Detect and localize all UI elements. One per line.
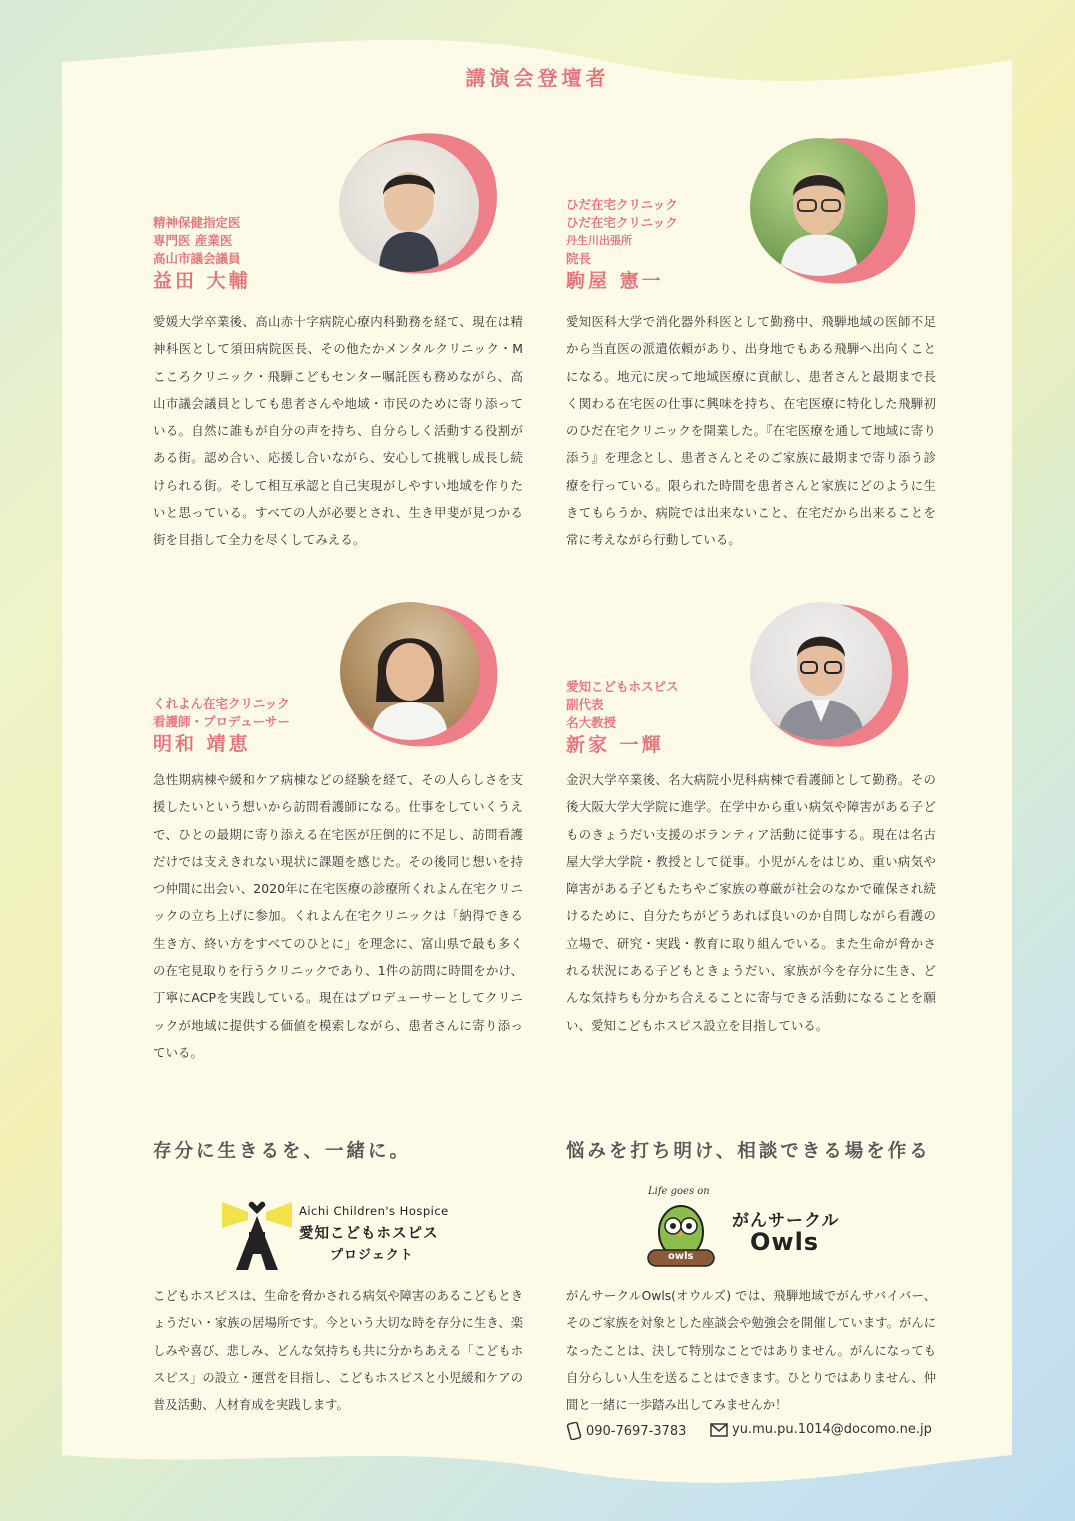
speaker-2-creds: ひだ在宅クリニック ひだ在宅クリニック 丹生川出張所 院長 — [566, 197, 678, 266]
speaker-4-name: 新家 一輝 — [566, 734, 664, 756]
phone-icon — [566, 1422, 582, 1440]
speaker-2-bio: 愛知医科大学で消化器外科医として勤務中、飛騨地域の医師不足から当直医の派遣依頼があり、出身地でもある飛騨へ出向くことになる。地元に戻って地域医療に貢献し、患者さんと最期まで長く関わる在宅医の仕事に興味を持ち、在宅医療に特化した飛騨初のひだ在宅クリニックを開業した。『在宅医療を通して地域に寄り添う』を理念とし、患者さんとそのご家族に最期まで寄り添う診療を行っている。限られた時間を患者さんと家族にどのように生きてもらうか、病院では出来ないこと、在宅だから出来ることを常に考えながら行動している。 — [566, 314, 936, 548]
email-address: yu.mu.pu.1014@docomo.ne.jp — [732, 1422, 932, 1437]
logo-en: Aichi Children's Hospice — [299, 1204, 449, 1218]
speaker-2-name: 駒屋 憲一 — [566, 270, 664, 292]
logo-jp2: プロジェクト — [330, 1248, 414, 1263]
speaker-1-bio: 愛媛大学卒業後、高山赤十字病院心療内科勤務を経て、現在は精神科医として須田病院医長、その他たかメンタルクリニック・Mこころクリニック・飛騨こどもセンター嘱託医も務めながら、高山市議会議員としても患者さんや地域・市民のために寄り添っている。自然に誰もが自分の声を持ち、自分らしく活動する役割がある街。認め合い、応援し合いながら、安心して挑戦し成長し続けられる街。そして相互承認と自己実現がしやすい地域を作りたいと思っている。すべての人が必要とされ、生き甲斐が見つかる街を目指して全力を尽くしてみえる。 — [153, 314, 523, 548]
mail-icon — [710, 1423, 728, 1437]
hospice-description: こどもホスピスは、生命を脅かされる病気や障害のあるこどもときょうだい・家族の居場所です。今という大切な時を存分に生き、楽しみや喜び、悲しみ、どんな気持ちも共に分かちあえる「こどもホスピス」の設立・運営を目指し、こどもホスピスと小児緩和ケアの普及活動、人材育成を実践します。 — [153, 1289, 523, 1413]
speaker-1-creds: 精神保健指定医 専門医 産業医 高山市議会議員 — [153, 215, 241, 266]
email-contact[interactable] — [710, 1422, 932, 1437]
speaker-3-creds: くれよん在宅クリニック 看護師・プロデューサー — [153, 696, 291, 729]
phone-contact[interactable] — [566, 1422, 686, 1440]
speaker-1-header — [153, 214, 523, 293]
speaker-4-header — [566, 678, 936, 757]
page-title: 講演会登壇者 — [465, 66, 610, 90]
logo-script: Life goes on — [648, 1186, 710, 1197]
hospice-heading: 存分に生きるを、一緒に。 — [153, 1141, 412, 1162]
owls-logo-jp: がんサークル — [732, 1211, 840, 1231]
speaker-2-header — [566, 196, 936, 293]
aichi-hospice-logo — [222, 1194, 482, 1270]
logo-badge: owls — [668, 1251, 694, 1262]
owls-description: がんサークルOwls(オウルズ) では、飛騨地域でがんサバイバー、そのご家族を対象とした座談会や勉強会を開催しています。がんになったことは、決して特別なことではありません。がんになっても自分らしい人生を送ることはできます。ひとりではありません、仲間と一緒に一歩踏み出してみませんか！ — [566, 1289, 936, 1413]
speaker-1-name: 益田 大輔 — [153, 270, 251, 292]
speaker-4-creds: 愛知こどもホスピス 副代表 名大教授 — [566, 679, 679, 730]
lighthouse-icon — [222, 1194, 292, 1270]
owls-heading: 悩みを打ち明け、相談できる場を作る — [566, 1141, 931, 1162]
speaker-3-header — [153, 695, 523, 756]
owls-logo-en: Owls — [750, 1228, 820, 1256]
speaker-3-name: 明和 靖恵 — [153, 733, 251, 755]
phone-number: 090-7697-3783 — [586, 1423, 687, 1439]
speaker-3-bio: 急性期病棟や緩和ケア病棟などの経験を経て、その人らしさを支援したいという想いから訪問看護師になる。仕事をしていくうえで、ひとの最期に寄り添える在宅医が圧倒的に不足し、訪問看護だけでは支えきれない現状に課題を感じた。その後同じ想いを持つ仲間に出会い、2020年に在宅医療の診療所くれよん在宅クリニックの立ち上げに参加。くれよん在宅クリニックは「納得できる生き方、終い方をすべてのひとに」を理念に、富山県で最も多くの在宅見取りを行うクリニックであり、1件の訪問に時間をかけ、丁寧にACPを実践している。現在はプロデューサーとしてクリニックが地域に提供する価値を模索しながら、患者さんに寄り添っている。 — [153, 772, 523, 1060]
speaker-4-bio: 金沢大学卒業後、名大病院小児科病棟で看護師として勤務。その後大阪大学大学院に進学。在学中から重い病気や障害がある子どものきょうだい支援のボランティア活動に従事する。現在は名古屋大学大学院・教授として従事。小児がんをはじめ、重い病気や障害がある子どもたちやご家族の尊厳が社会のなかで確保され続けるために、自分たちがどうあれば良いのか自問しながら看護の立場で、研究・実践・教育に取り組んでいる。また生命が脅かされる状況にある子どもときょうだい、家族が今を存分に生き、どんな気持ちも分かち合えることに寄与できる活動になることを願い、愛知こどもホスピス設立を目指している。 — [566, 772, 936, 1033]
owls-logo — [642, 1186, 872, 1270]
logo-jp1: 愛知こどもホスピス — [299, 1226, 439, 1242]
